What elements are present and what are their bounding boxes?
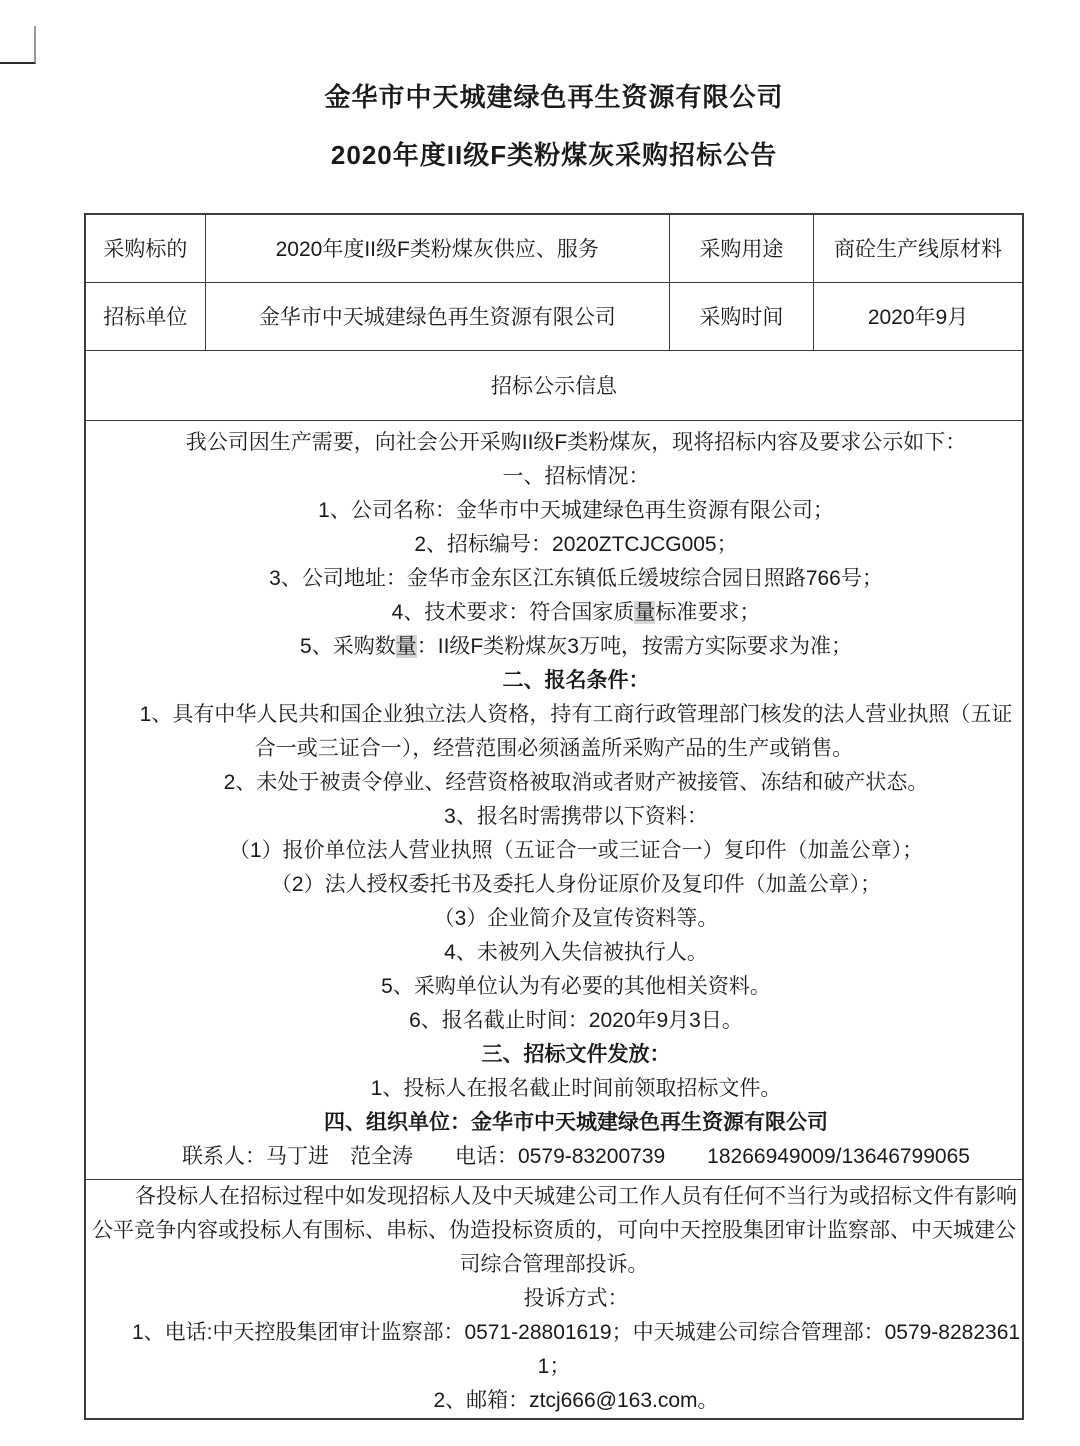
text-line: 3、公司地址：金华市金东区江东镇低丘缓坡综合园日照路766号； xyxy=(269,566,883,590)
tender-info-table xyxy=(84,213,1024,1420)
value-tendering-unit: 金华市中天城建绿色再生资源有限公司 xyxy=(205,282,669,350)
announcement-title: 2020年度II级F类粉煤灰采购招标公告 xyxy=(330,140,778,170)
text-line: 4、技术要求：符合国家质量标准要求； xyxy=(391,600,761,624)
text-line: 一、招标情况： xyxy=(502,464,650,488)
table-row-tendering-unit xyxy=(85,282,1023,350)
label-procurement-subject: 采购标的 xyxy=(85,214,205,282)
text-line: （3）企业简介及宣传资料等。 xyxy=(433,906,719,930)
document-content xyxy=(84,0,1024,1420)
highlighted-char: 量 xyxy=(395,634,417,658)
complaint-section xyxy=(85,1179,1023,1419)
crop-corner-mark xyxy=(0,26,36,64)
text-line: 二、报名条件： xyxy=(502,668,650,692)
table-row-announcement-body xyxy=(85,420,1023,1179)
value-procurement-purpose: 商砼生产线原材料 xyxy=(814,214,1023,282)
text-line: 5、采购单位认为有必要的其他相关资料。 xyxy=(381,974,771,998)
company-title: 金华市中天城建绿色再生资源有限公司 xyxy=(324,82,784,112)
highlighted-char: 量 xyxy=(634,600,656,624)
text-line: 4、未被列入失信被执行人。 xyxy=(444,940,708,964)
text-line: 6、报名截止时间：2020年9月3日。 xyxy=(409,1008,743,1032)
text-line: 各投标人在招标过程中如发现招标人及中天城建公司工作人员有任何不当行为或招标文件有影响公平竞争内容或投标人有围标、串标、伪造投标资质的，可向中天控股集团审计监察部、中天城建公司综合管理部投诉。 xyxy=(92,1184,1017,1276)
text-line: 3、报名时需携带以下资料： xyxy=(444,804,708,828)
value-procurement-time: 2020年9月 xyxy=(814,282,1023,350)
table-row-complaint xyxy=(85,1179,1023,1419)
text-line: 1、投标人在报名截止时间前领取招标文件。 xyxy=(370,1076,782,1100)
section-header: 招标公示信息 xyxy=(85,350,1023,420)
text-line: 1、电话:中天控股集团审计监察部：0571-28801619；中天城建公司综合管理部：0579-82823611； xyxy=(131,1320,1021,1378)
text-line: 投诉方式： xyxy=(523,1286,629,1310)
text-line: 联系人：马丁进 范全涛 电话：0579-83200739 18266949009/13646799065 xyxy=(182,1144,970,1168)
text-line: 三、招标文件发放： xyxy=(481,1042,671,1066)
text-line: 2、招标编号：2020ZTCJCG005； xyxy=(414,532,738,556)
table-row-section-header xyxy=(85,350,1023,420)
label-procurement-purpose: 采购用途 xyxy=(669,214,813,282)
label-tendering-unit: 招标单位 xyxy=(85,282,205,350)
text-line: 1、具有中华人民共和国企业独立法人资格，持有工商行政管理部门核发的法人营业执照（五证合一或三证合一），经营范围必须涵盖所采购产品的生产或销售。 xyxy=(139,702,1013,760)
announcement-body xyxy=(85,420,1023,1179)
text-line: （2）法人授权委托书及委托人身份证原价及复印件（加盖公章）； xyxy=(270,872,882,896)
text-line: 2、未处于被责令停业、经营资格被取消或者财产被接管、冻结和破产状态。 xyxy=(223,770,929,794)
text-line: 我公司因生产需要，向社会公开采购II级F类粉煤灰，现将招标内容及要求公示如下： xyxy=(185,430,967,454)
text-line: 1、公司名称：金华市中天城建绿色再生资源有限公司； xyxy=(318,498,834,522)
value-procurement-subject: 2020年度II级F类粉煤灰供应、服务 xyxy=(205,214,669,282)
label-procurement-time: 采购时间 xyxy=(669,282,813,350)
text-line: （1）报价单位法人营业执照（五证合一或三证合一）复印件（加盖公章）； xyxy=(228,838,924,862)
text-line: 5、采购数量：II级F类粉煤灰3万吨，按需方实际要求为准； xyxy=(300,634,852,658)
text-line: 四、组织单位：金华市中天城建绿色再生资源有限公司 xyxy=(324,1110,828,1134)
text-line: 2、邮箱：ztcj666@163.com。 xyxy=(433,1388,719,1412)
table-row-procurement-subject xyxy=(85,214,1023,282)
